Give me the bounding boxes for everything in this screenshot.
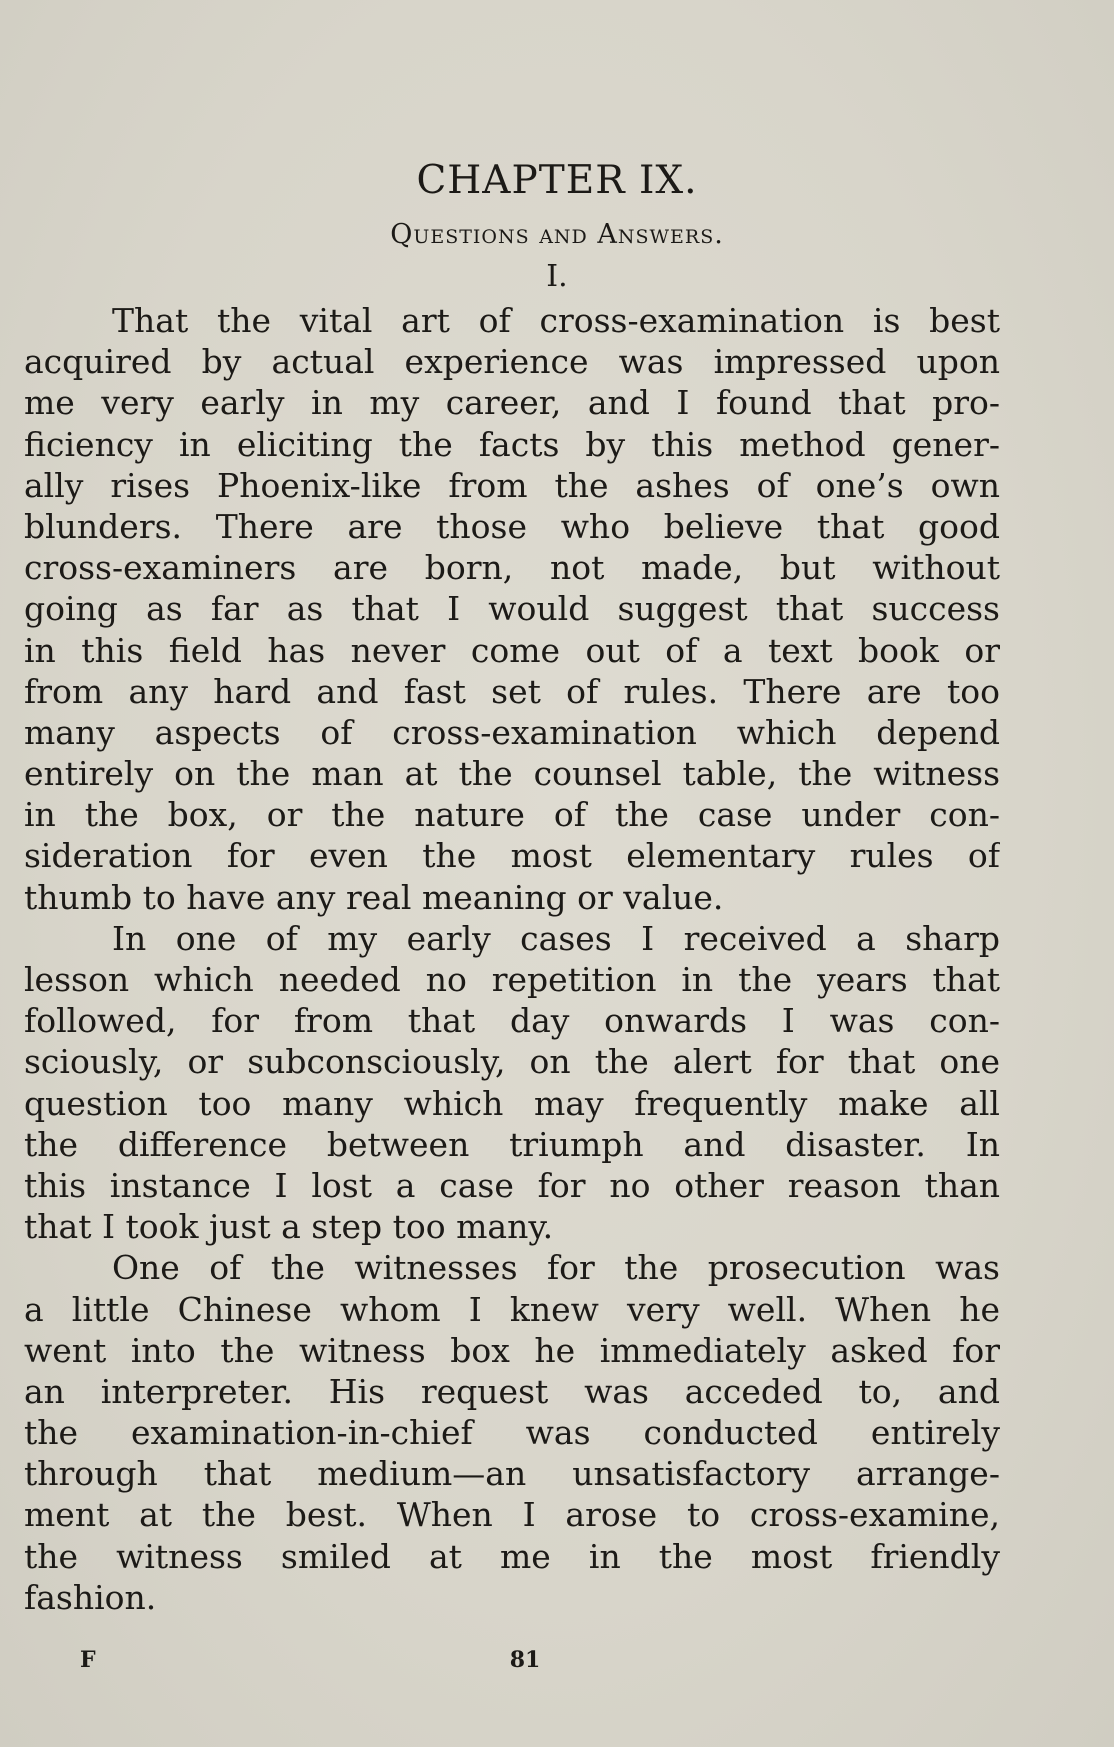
text-line: many aspects of cross-examination which depend: [24, 712, 1000, 752]
text-line: cross-examiners are born, not made, but without: [24, 548, 1000, 588]
text-line: sideration for even the most elementary rules of: [24, 836, 1000, 876]
text-line: a little Chinese whom I knew very well. When he: [24, 1289, 1000, 1329]
text-line: entirely on the man at the counsel table, the witness: [24, 754, 1000, 794]
signature-mark: F: [80, 1647, 96, 1673]
text-line: me very early in my career, and I found that pro-: [24, 383, 1000, 423]
text-line: in the box, or the nature of the case under con-: [24, 795, 1000, 835]
text-line: acquired by actual experience was impressed upon: [24, 342, 1000, 382]
text-line: That the vital art of cross-examination is best: [112, 301, 1000, 340]
page-number: 81: [509, 1647, 541, 1673]
text-line: an interpreter. His request was acceded to, and: [24, 1371, 1000, 1411]
text-line: this instance I lost a case for no other reason than: [24, 1165, 1000, 1205]
text-line: followed, for from that day onwards I was con-: [24, 1001, 1000, 1041]
text-line: One of the witnesses for the prosecution was: [112, 1248, 1000, 1288]
paragraph: [24, 300, 1000, 918]
text-line: through that medium—an unsatisfactory arrange-: [24, 1454, 1000, 1494]
text-line: the examination-in-chief was conducted entirely: [24, 1413, 1000, 1453]
text-line: the difference between triumph and disaster. In: [24, 1124, 1000, 1164]
body-text: [24, 300, 1000, 1618]
text-line: In one of my early cases I received a sharp: [112, 918, 1000, 958]
text-line: question too many which may frequently make all: [24, 1083, 1000, 1123]
text-line: ment at the best. When I arose to cross-examine,: [24, 1495, 1000, 1535]
text-line: that I took just a step too many.: [24, 1207, 554, 1247]
paragraph: [24, 1247, 1000, 1618]
text-line: the witness smiled at me in the most friendly: [24, 1536, 1000, 1576]
text-line: blunders. There are those who believe that good: [24, 506, 1000, 546]
paragraph: [24, 918, 1000, 1248]
text-line: went into the witness box he immediately asked for: [24, 1330, 1000, 1370]
text-line: going as far as that I would suggest that success: [24, 589, 1000, 629]
text-line: fashion.: [24, 1577, 157, 1617]
text-line: lesson which needed no repetition in the years that: [24, 960, 1000, 999]
text-line: from any hard and fast set of rules. There are too: [24, 671, 1000, 711]
text-line: ficiency in eliciting the facts by this method gener-: [24, 424, 1000, 464]
text-line: sciously, or subconsciously, on the alert for that one: [24, 1042, 1000, 1082]
section-number: I.: [546, 259, 568, 294]
chapter-title: CHAPTER IX.: [416, 158, 698, 203]
text-line: ally rises Phoenix-like from the ashes of one’s own: [24, 465, 1000, 505]
text-line: thumb to have any real meaning or value.: [24, 877, 724, 917]
section-title: Questions and Answers.: [390, 219, 724, 250]
text-line: in this field has never come out of a text book or: [24, 630, 1000, 670]
